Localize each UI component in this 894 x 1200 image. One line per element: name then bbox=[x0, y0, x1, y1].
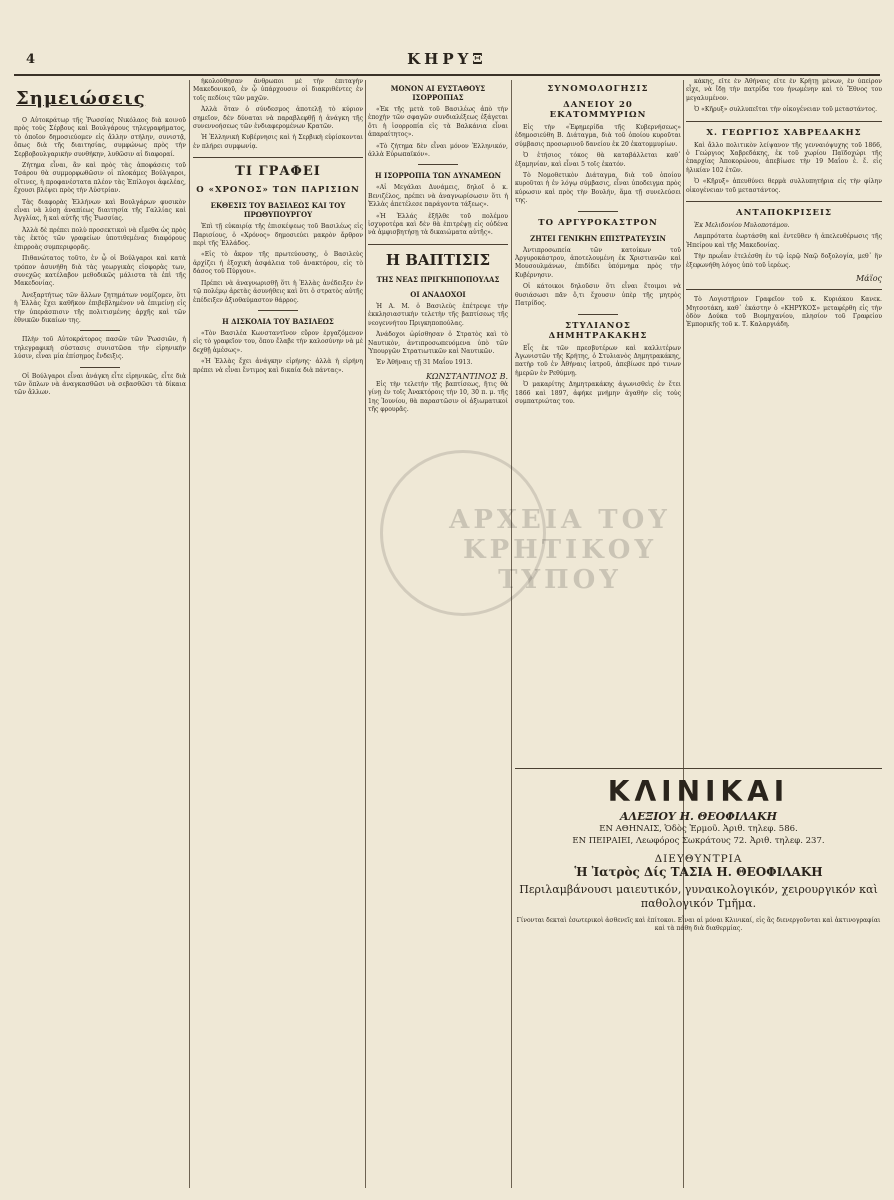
clinic-advertisement bbox=[515, 762, 882, 934]
page-number: 4 bbox=[26, 52, 36, 67]
separator bbox=[686, 289, 882, 290]
column-divider bbox=[365, 80, 366, 1188]
ad-director-label: ΔΙΕΥΘΥΝΤΡΙΑ bbox=[654, 853, 743, 865]
article-paragraph: «Τὸν Βασιλέα Κωνσταντῖνον εὕρον ἐργαζόμενον εἰς τὸ γραφεῖον του, ὅπου ἔλαβε τὴν καλοσύνην νὰ μὲ δεχθῇ ἀμέσως». bbox=[193, 329, 363, 354]
article-paragraph: «Αἱ Μεγάλαι Δυνάμεις, δηλοῖ ὁ κ. Βενιζέλος, πρέπει νὰ ἀναγνωρίσωσιν ὅτι ἡ Ἑλλὰς ἀπετέλεσε παράγοντα τάξεως». bbox=[368, 184, 508, 209]
article-paragraph: Οἱ κάτοικοι δηλοῦσιν ὅτι εἶναι ἕτοιμοι νὰ θυσιάσωσι πᾶν ὅ,τι ἔχουσιν ὑπὲρ τῆς μητρὸς Πατρίδος. bbox=[515, 283, 681, 308]
separator bbox=[578, 314, 618, 315]
column-divider bbox=[189, 80, 190, 1188]
article-paragraph: ἠκολούθησαν ἄνθρωποι μὲ τὴν ἐπιταγὴν Μακεδονικοῦ, ἐν ᾧ ὑπάρχουσιν οἱ διακριθέντες ἐν τοῖς πεδίοις τῶν μαχῶν. bbox=[193, 78, 363, 102]
article-paragraph: Ἀλλὰ δὲ πρέπει πολὺ προσεκτικοὶ νὰ εἴμεθα ὡς πρὸς τὰς ἐκτὸς τῶν γραφείων ὑποτιθεμένας διαφόρους ἐπιρροὰς συμπεριφορᾶς. bbox=[14, 226, 186, 251]
column-notes bbox=[14, 78, 186, 1190]
article-paragraph: Καὶ ἄλλο πολιτικὸν λείψανον τῆς γενναιόψυχης τοῦ 1866, ὁ Γεώργιος Χαβρεδάκης, ἐκ τοῦ χωρίου Παϊδοχώρι τῆς ἐπαρχίας Ἀποκορώνου, ἀπεβίωσε τὴν 19 Μαΐου ἐ. ἔ. εἰς ἡλικίαν 102 ἐτῶν. bbox=[686, 141, 882, 174]
article-paragraph: Ζήτημα εἶναι, ἂν καὶ πρὸς τὰς ἀποφάσεις τοῦ Τσάρου θὰ συμμορφωθῶσιν οἱ πλοκάμες Βούλγαροι, οἵτινες, ἡ προφανέστατα πλέον τὰς Ἐπίλογοι ἀφελέας, ἔχουσι βλέψει πρὸς τὴν Αὐστρίαν. bbox=[14, 162, 186, 195]
section-title: ΣΥΝΟΜΟΛΟΓΗΣΙΣ bbox=[547, 84, 649, 94]
ad-director-name: Ἡ Ἰατρὸς Δίς ΤΑΣΙΑ Η. ΘΕΟΦΙΛΑΚΗ bbox=[574, 865, 823, 879]
article-paragraph: «Εἰς τὸ ἄκρον τῆς πρωτεύουσης, ὁ Βασιλεὺς ἀρχίζει ἡ ἐξοχικὴ ἀσφάλεια τοῦ ἀνακτόρου, εἰς τὸ δάσος τοῦ Πύργου». bbox=[193, 251, 363, 276]
ad-title: ΚΛΙΝΙΚΑΙ bbox=[607, 775, 790, 808]
article-paragraph: Τὴν πρωΐαν ἐτελέσθη ἐν τῷ ἱερῷ Ναῷ δοξολογία, μεθ᾽ ἣν ἐξεφωνήθη λόγος ὑπὸ τοῦ ἰερέως. bbox=[686, 253, 882, 269]
section-title: ΜΟΝΟΝ ΑΙ ΕΥΣΤΑΘΟΥΣ ΙΣΟΡΡΟΠΙΑΣ bbox=[390, 84, 486, 102]
article-paragraph: Εἰς τὴν «Ἐφημερίδα τῆς Κυβερνήσεως» ἐδημοσιεύθη Β. Διάταγμα, διὰ τοῦ ὁποίου κυροῦται σύμβασις προσωρινοῦ δανείου ἐκ 20 ἑκατομμυρίων. bbox=[515, 124, 681, 148]
ad-address-athens: ΕΝ ΑΘΗΝΑΙΣ, Ὁδὸς Ἑρμοῦ. Ἀριθ. τηλεφ. 586. bbox=[599, 824, 798, 834]
separator bbox=[368, 244, 508, 245]
section-title: ΤΟ ΑΡΓΥΡΟΚΑΣΤΡΟΝ bbox=[538, 217, 658, 228]
separator bbox=[193, 157, 363, 158]
column-4 bbox=[515, 78, 681, 750]
ad-subtitle: ΑΛΕΞΙΟΥ Η. ΘΕΟΦΙΛΑΚΗ bbox=[620, 810, 777, 823]
section-kicker: ΕΚΘΕΣΙΣ ΤΟΥ ΒΑΣΙΛΕΩΣ ΚΑΙ ΤΟΥ ΠΡΩΘΥΠΟΥΡΓΟΥ bbox=[210, 201, 346, 220]
article-paragraph: Ἀντιπροσωπεία τῶν κατοίκων τοῦ Ἀργυροκάστρου, ἀποτελουμένη ἐκ Χριστιανῶν καὶ Μουσουλμάνων, ἐπιδίδει ὑπόμνημα πρὸς τὴν Κυβέρνησιν. bbox=[515, 246, 681, 279]
article-paragraph: Ο Αὐτοκράτωρ τῆς Ῥωσσίας Νικόλαος διὰ κοινοῦ πρὸς τοὺς Σέρβους καὶ Βουλγάρους τηλεγραφήματος, τὸ ὁποῖον δημοσιεύομεν εἰς ἄλλην στήλην, συνιστᾷ, ὅπως διὰ τῆς διαιτησίας, συμφώνως πρὸς τὴν Σερβοβουλγαρικὴν συνθήκην, λυθῶσιν αἱ διαφοραί. bbox=[14, 117, 186, 158]
column-divider bbox=[683, 80, 684, 1188]
paper-name: ΚΗΡΥΞ bbox=[407, 50, 487, 68]
separator bbox=[686, 201, 882, 202]
section-subtitle: Ο «ΧΡΟΝΟΣ» ΤΩΝ ΠΑΡΙΣΙΩΝ bbox=[196, 185, 360, 196]
article-paragraph: Ἀνάδοχοι ὡρίσθησαν ὁ Στρατὸς καὶ τὸ Ναυτικὸν, ἀντιπροσωπευόμενα ὑπὸ τῶν Ὑπουργῶν Στρατιωτικῶν καὶ Ναυτικῶν. bbox=[368, 331, 508, 355]
column-divider bbox=[511, 80, 512, 1188]
article-paragraph: Οἱ Βούλγαροι εἶναι ἀνάγκη εἶτε εἰρηνικῶς, εἶτε διὰ τῶν ὅπλων νὰ ἀναγκασθῶσι νὰ σεβασθῶσι τὰ δίκαια τῶν ἄλλων. bbox=[14, 372, 186, 397]
article-paragraph: Ὁ «Κῆρυξ» ἀπευθύνει θερμὰ συλλυπητήρια εἰς τὴν φίλην οἰκογένειαν τοῦ μεταστάντος. bbox=[686, 178, 882, 194]
article-paragraph: Ὁ μακαρίτης Δημητρακάκης ἀγωνισθεὶς ἐν ἔτει 1866 καὶ 1897, ἀφήκε μνήμην ἀγαθὴν εἰς τοὺς συμπατριώτας του. bbox=[515, 381, 681, 405]
section-title: ΑΝΤΑΠΟΚΡΙΣΕΙΣ bbox=[736, 208, 832, 219]
article-paragraph: Ἀλλὰ ὅταν ὁ σύνδεσμος ἀποτελῇ τὸ κύριον σημεῖον, δὲν δύναται νὰ παραβλεφθῇ ἡ ἀνάγκη τῆς συνεννοήσεως τῶν ἐνδιαφερομένων Κρατῶν. bbox=[193, 106, 363, 131]
article-paragraph: «Ἡ Ἑλλὰς ἔχει ἀνάγκην εἰρήνης· ἀλλὰ ἡ εἰρήνη πρέπει νὰ εἶναι ἔντιμος καὶ δικαία διὰ πάντας». bbox=[193, 358, 363, 374]
section-kicker: ΟΙ ΑΝΑΔΟΧΟΙ bbox=[410, 289, 466, 299]
notice-paragraph: Τὸ Λογιστήριον Γραφεῖον τοῦ κ. Κυριάκου Κανεκ. Μητσοτάκη, καθ᾽ ἑκάστην ὁ «ΚΗΡΥΚΟΣ» μεταφέρθη εἰς τὴν ὁδὸν Δούκα τοῦ Βιομηχανίου, πλησίον τοῦ Γραφείου Ἐμπορικῆς τοῦ κ. Τ. Καλαργιάδη. bbox=[686, 296, 882, 329]
article-paragraph: Πιθανώτατος τοῦτο, ἐν ᾧ οἱ Βούλγαροι καὶ κατὰ τρόπον ἀσυνήθη διὰ τὰς γεωργικὰς εἰσφορὰς των, συνεχῶς κατέλαβον μεθοδικῶς μάλιστα τὰ ἐπὶ τῆς Μακεδονίας. bbox=[14, 255, 186, 288]
article-paragraph: Εἰς τὴν τελετὴν τῆς βαπτίσεως, ἥτις θὰ γίνῃ ἐν τοῖς Ἀνακτόροις τὴν 10, 30 π. μ. τῆς 1ης Ἰουνίου, θὰ παραστῶσιν οἱ ἀξιωματικοὶ τῆς φρουρᾶς. bbox=[368, 380, 508, 413]
article-place: Ἐκ Μελιδονίου Μυλοποτάμου. bbox=[694, 222, 790, 230]
signature: ΚΩΝΣΤΑΝΤΙΝΟΣ Β. bbox=[425, 371, 508, 381]
section-title: ΤΙ ΓΡΑΦΕΙ bbox=[235, 164, 321, 180]
section-subtitle: ΖΗΤΕΙ ΓΕΝΙΚΗΝ ΕΠΙΣΤΡΑΤΕΥΣΙΝ bbox=[530, 233, 666, 243]
article-paragraph: Εἷς ἐκ τῶν πρεσβυτέρων καὶ καλλιτέρων Ἀγωνιστῶν τῆς Κρήτης, ὁ Στυλιανὸς Δημητρακάκης, πατὴρ τοῦ ἐν Ἀθήναις ἰατροῦ, ἀπεβίωσε πρό τινων ἡμερῶν ἐν Ρεθύμνῃ. bbox=[515, 344, 681, 377]
section-subtitle: ΔΑΝΕΙΟΥ 20 ΕΚΑΤΟΜΜΥΡΙΩΝ bbox=[549, 100, 647, 120]
archive-watermark: ΑΡΧΕΙΑ ΤΟΥ ΚΡΗΤΙΚΟΥ ΤΥΠΟΥ bbox=[449, 505, 671, 595]
section-subtitle: ΤΗΣ ΝΕΑΣ ΠΡΙΓΚΗΠΟΠΟΥΛΑΣ bbox=[376, 274, 500, 284]
article-paragraph: Ὁ ἐτήσιος τόκος θὰ καταβάλλεται καθ᾽ ἑξαμηνίαν, καὶ εἶναι 5 τοῖς ἑκατόν. bbox=[515, 152, 681, 168]
masthead bbox=[14, 50, 880, 72]
section-title: ΣΤΥΛΙΑΝΟΣ ΔΗΜΗΤΡΑΚΑΚΗΣ bbox=[548, 320, 648, 341]
article-paragraph: «Ἡ Ἑλλάς ἐξῆλθε τοῦ πολέμου ἰσχυροτέρα καὶ δὲν θὰ ἐπιτρέψῃ εἰς οὐδένα νὰ ἀμφισβητήσῃ τὰ δικαιώματα αὐτῆς». bbox=[368, 212, 508, 237]
column-2 bbox=[193, 78, 363, 1190]
separator bbox=[515, 768, 882, 769]
section-title: Η ΔΙΣΚΟΛΙΑ ΤΟΥ ΒΑΣΙΛΕΩΣ bbox=[222, 316, 334, 326]
separator bbox=[258, 310, 298, 311]
section-title: Χ. ΓΕΩΡΓΙΟΣ ΧΑΒΡΕΔΑΚΗΣ bbox=[706, 127, 862, 138]
signoff: Μάϊος bbox=[855, 274, 882, 284]
article-paragraph: «Τὸ ζήτημα δὲν εἶναι μόνον Ἑλληνικόν, ἀλλὰ Εὐρωπαϊκόν». bbox=[368, 142, 508, 159]
separator bbox=[80, 330, 120, 331]
top-rule bbox=[14, 74, 880, 76]
separator bbox=[686, 121, 882, 122]
article-paragraph: Πλὴν τοῦ Αὐτοκράτορος πασῶν τῶν Ῥωσσιῶν, ἡ τηλεγραφικὴ σύστασις συνιστῶσα τὴν εἰρηνικὴν λύσιν, εἶναι μία ἐπίσημος ἔνδειξις. bbox=[14, 336, 186, 361]
article-paragraph: «Ἐκ τῆς μετὰ τοῦ Βασιλέως ἀπὸ τὴν ἐποχὴν τῶν σφαγῶν συνδιαλέξεως ἐξάγεται ὅτι ἡ ἰσορροπία εἰς τὰ Βαλκάνια εἶναι ἀπαραίτητος». bbox=[368, 106, 508, 139]
ad-footer: Γίνονται δεκταὶ ἐσωτερικοὶ ἀσθενεῖς καὶ ἐπίτοκοι. Εἶναι αἱ μόναι Κλινικαί, εἰς ἃς διενεργοῦνται καὶ ἀκτινογραφίαι καὶ τὰ πάθη διὰ διαθερμίας. bbox=[516, 917, 881, 933]
article-paragraph: Ἡ Ἑλληνικὴ Κυβέρνησις καὶ ἡ Σερβικὴ εὑρίσκονται ἐν πλήρει συμφωνίᾳ. bbox=[193, 134, 363, 150]
article-paragraph: Τὰς διαφορὰς Ἑλλήνων καὶ Βουλγάρων φυσικὸν εἶναι νὰ λύσῃ ἀναπίεως διαιτησία τῆς Γαλλίας καὶ Ἀγγλίας, ἢ καὶ αὐτῆς τῆς Ῥωσσίας. bbox=[14, 198, 186, 223]
section-title: Η ΙΣΟΡΡΟΠΙΑ ΤΩΝ ΔΥΝΑΜΕΩΝ bbox=[375, 171, 501, 181]
article-paragraph: κάκης, εἴτε ἐν Ἀθήναις εἴτε ἐν Κρήτῃ μένων, ἐν ὑπείρον εἶχε, νὰ ἴδῃ τὴν πατρίδα του ἠνωμένην καὶ τὸ Ἔθνος του μεγαλυμένον. bbox=[686, 78, 882, 102]
notes-heading: Σημειώσεις bbox=[16, 88, 146, 109]
separator bbox=[80, 367, 120, 368]
article-paragraph: Ὁ «Κῆρυξ» συλλυπεῖται τὴν οἰκογένειαν τοῦ μεταστάντος. bbox=[694, 106, 878, 114]
dateline: Ἐν Ἀθήναις τῇ 31 Μαΐου 1913. bbox=[376, 359, 473, 367]
ad-address-piraeus: ΕΝ ΠΕΙΡΑΙΕΙ, Λεωφόρος Σωκράτους 72. Ἀριθ. τηλεφ. 237. bbox=[572, 836, 825, 846]
article-paragraph: Ἐπὶ τῇ εὐκαιρίᾳ τῆς ἐπισκέψεως τοῦ Βασιλέως εἰς Παρισίους, ὁ «Χρόνος» δημοσιεύει μακρὸν ἄρθρον περὶ τῆς Ἑλλάδος. bbox=[193, 223, 363, 248]
article-paragraph: Πρέπει νὰ ἀναγνωρισθῇ ὅτι ἡ Ἑλλὰς ἀνέδειξεν ἐν τῷ πολέμῳ ἀρετὰς ἀσυνήθεις καὶ ὅτι ὁ στρατὸς αὐτῆς ἐπέδειξεν ἀξιοθαύμαστον θάρρος. bbox=[193, 279, 363, 304]
separator bbox=[418, 164, 458, 165]
section-title: Η ΒΑΠΤΙΣΙΣ bbox=[385, 250, 491, 269]
column-3 bbox=[368, 78, 508, 1190]
article-paragraph: Ἀνεξαρτήτως τῶν ἄλλων ζητημάτων νομίζομεν, ὅτι ἡ Ἑλλὰς ἔχει καθῆκον ἐπιβεβλημένον νὰ ἐπιμείνῃ εἰς τὴν ὑπεράσπισιν τῆς πολιτισμένης ἀρχῆς καὶ τῶν ἐθνικῶν δικαίων της. bbox=[14, 291, 186, 324]
separator bbox=[578, 211, 618, 212]
article-paragraph: Τὸ Νομοθετικὸν Διάταγμα, διὰ τοῦ ὁποίου κυροῦται ἡ ἐν λόγῳ σύμβασις, εἶναι ὑποδειγμα πρὸς κύρωσιν καὶ πρὸς τὴν Βουλήν, ἅμα τῇ συνελεύσει της. bbox=[515, 172, 681, 205]
article-paragraph: Ἡ Α. Μ. ὁ Βασιλεὺς ἐπέτρεψε τὴν ἐκκλησιαστικὴν τελετὴν τῆς βαπτίσεως τῆς νεογεννήτου Πριγκηποπούλας. bbox=[368, 302, 508, 327]
column-5 bbox=[686, 78, 882, 750]
article-paragraph: Λαμπρότατα ἑωρτάσθη καὶ ἐντεῦθεν ἡ ἀπελευθέρωσις τῆς Ἠπείρου καὶ τῆς Μακεδονίας. bbox=[686, 233, 882, 249]
ad-services: Περιλαμβάνουσι μαιευτικόν, γυναικολογικόν, χειρουργικόν καὶ παθολογικόν Τμῆμα. bbox=[519, 883, 878, 910]
